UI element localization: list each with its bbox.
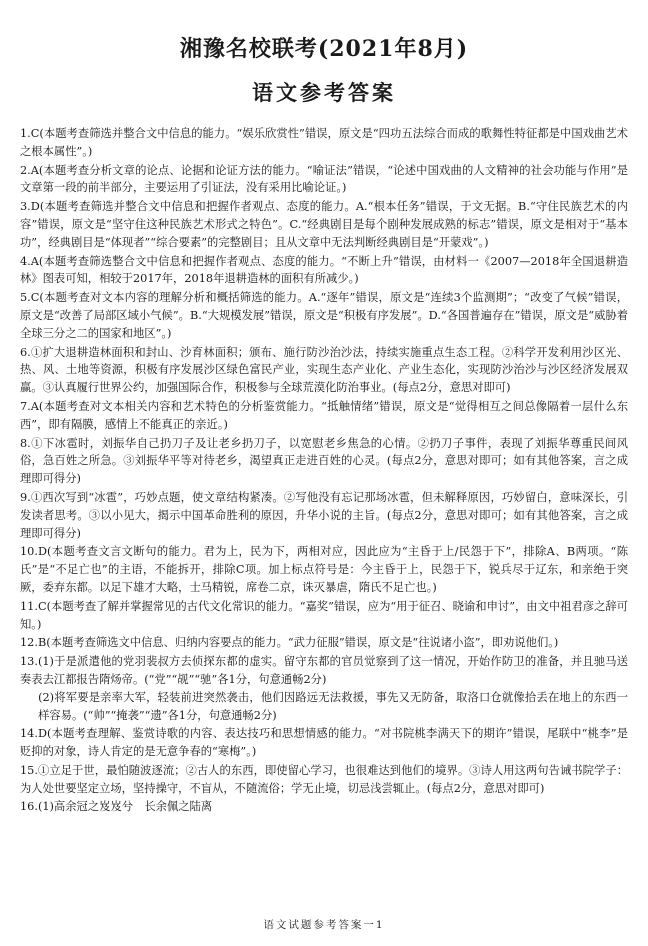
answer-key-title: 语文参考答案	[252, 81, 396, 105]
answer-text: 1.C(本题考查筛选并整合文中信息的能力。“娱乐欣赏性”错误，原文是“四功五法综合而成的歌舞性特征都是中国戏曲艺术之根本属性”。)	[20, 127, 628, 158]
answer-item	[20, 344, 628, 397]
answer-item	[20, 543, 628, 596]
answer-item	[20, 125, 628, 161]
answer-text: 11.C(本题考查了解并掌握常见的古代文化常识的能力。“嘉奖”错误，应为“用于征召、晓谕和申讨”，由文中祖君彦之辞可知。)	[20, 599, 628, 631]
page-footer: 语文试题参考答案一1	[263, 919, 385, 931]
answer-text: 16.(1)高余冠之岌岌兮 长余佩之陆离	[20, 800, 213, 814]
answer-text: 10.D(本题考查文言文断句的能力。君为上，民为下，两相对应，因此应为“主昏于上/民怨于下”，排除A、B两项。“陈氏”是“不足亡也”的主语，不能拆开，排除C项。加上标点符号是：今主昏于上，民怨于下，锐兵尽于辽东，和亲绝于突厥，委弃东都。以足下雄才大略，士马精锐，席卷二京，诛灭暴虐，隋氏不足亡也。)	[20, 545, 628, 594]
answer-subtext: (2)将军要是亲率大军，轻装前进突然袭击，他们因路远无法救援，事先又无防备，取洛口仓就像拾丢在地上的东西一样容易。(“帅”“掩袭”“遗”各1分，句意通畅2分)	[38, 690, 628, 722]
answer-text: 14.D(本题考查理解、鉴赏诗歌的内容、表达技巧和思想情感的能力。“对书院桃李满天下的期许”错误，尾联中“桃李”是贬抑的对象，诗人肯定的是无意争春的“寒梅”。)	[20, 727, 628, 759]
answer-item	[20, 762, 628, 798]
answer-item	[20, 289, 628, 342]
answer-text: 3.D(本题考查筛选并整合文中信息和把握作者观点、态度的能力。A.“根本任务”错误，于文无据。B.“守住民族艺术的内容”错误，原文是“坚守住这种民族艺术形式之特色”。C.“经典剧目是每个剧种发展成熟的标志”错误，原文是相对于“基本功”，经典剧目是“体现者”“综合要素”的完整剧目；且从文章中无法判断经典剧目是“开蒙戏”。)	[20, 200, 628, 249]
answer-item	[20, 653, 628, 724]
answer-item	[20, 725, 628, 761]
answer-item	[20, 435, 628, 488]
answer-text: 4.A(本题考查筛选整合文中信息和把握作者观点、态度的能力。“不断上升”错误，由材料一《2007—2018年全国退耕造林》图表可知，相较于2017年，2018年退耕造林的面积有所减少。)	[20, 254, 628, 286]
answer-text: 15.①立足于世，最怕随波逐流；②古人的东西，即使留心学习，也很难达到他们的境界。③诗人用这两句告诫书院学子：为人处世要坚定立场，坚持操守，不盲从，不随流俗；学无止境，切忌浅尝辄止。(每点2分，意思对即可)	[20, 763, 628, 795]
answer-item	[20, 253, 628, 289]
answer-text: 13.(1)于是派遣他的党羽裴叔方去侦探东都的虚实。留守东都的官员觉察到了这一情况，开始作防卫的准备，并且驰马送奏表去江都报告隋炀帝。(“党”“觇”“驰”各1分，句意通畅2分)	[20, 655, 628, 686]
answer-item	[20, 398, 628, 434]
answer-text: 5.C(本题考查对文本内容的理解分析和概括筛选的能力。A.“逐年”错误，原文是“连续3个监测期”；“改变了气候”错误，原文是“改善了局部区域小气候”。B.“大规模发展”错误，原文是“积极有序发展”。D.“各国普遍存在”错误，原文是“威胁着全球三分之二的国家和地区”。)	[20, 291, 628, 340]
answer-item	[20, 198, 628, 251]
answer-text: 12.B(本题考查筛选文中信息、归纳内容要点的能力。“武力征服”错误，原文是“往说诸小盗”，即劝说他们。)	[20, 636, 559, 650]
answer-item	[20, 598, 628, 634]
answer-item	[20, 634, 628, 652]
answer-text: 7.A(本题考查对文本相关内容和艺术特色的分析鉴赏能力。“抵触情绪”错误，原文是“觉得相互之间总像隔着一层什么东西”，即有隔膜，感情上不能真正的亲近。)	[20, 399, 628, 431]
exam-title: 湘豫名校联考(2021年8月)	[179, 36, 469, 62]
answer-item	[20, 798, 628, 816]
answer-text: 2.A(本题考查分析文章的论点、论据和论证方法的能力。“喻证法”错误，“论述中国戏曲的人文精神的社会功能与作用”是文章第一段的前半部分，主要运用了引证法，没有采用比喻论证。)	[20, 163, 628, 195]
answer-list	[20, 125, 628, 816]
answer-text: 8.①下冰雹时，刘振华自己扔刀子及让老乡扔刀子，以宽慰老乡焦急的心情。②扔刀子事件，表现了刘振华尊重民间风俗，急百姓之所急。③刘振华平等对待老乡，渴望真正走进百姓的心灵。(每点2分，意思对即可；如有其他答案，言之成理即可得分)	[20, 436, 628, 486]
answer-text: 6.①扩大退耕造林面积和封山、沙育林面积；颁布、施行防沙治沙法，持续实施重点生态工程。②科学开发利用沙区光、热、风、土地等资源，积极有序发展沙区绿色富民产业，实现生态产业化、产业生态化，实现防沙治沙与沙区经济发展双赢。③认真履行世界公约，加强国际合作，积极参与全球荒漠化防治事业。(每点2分，意思对即可)	[20, 345, 628, 395]
answer-item	[20, 162, 628, 198]
answer-item	[20, 489, 628, 542]
answer-text: 9.①西次写到“冰雹”，巧妙点题，使文章结构紧凑。②写他没有忘记那场冰雹，但未解释原因，巧妙留白，意味深长，引发读者思考。③以小见大，揭示中国革命胜利的原因，升华小说的主旨。(每点2分，意思对即可；如有其他答案，言之成理即可得分)	[20, 490, 628, 540]
